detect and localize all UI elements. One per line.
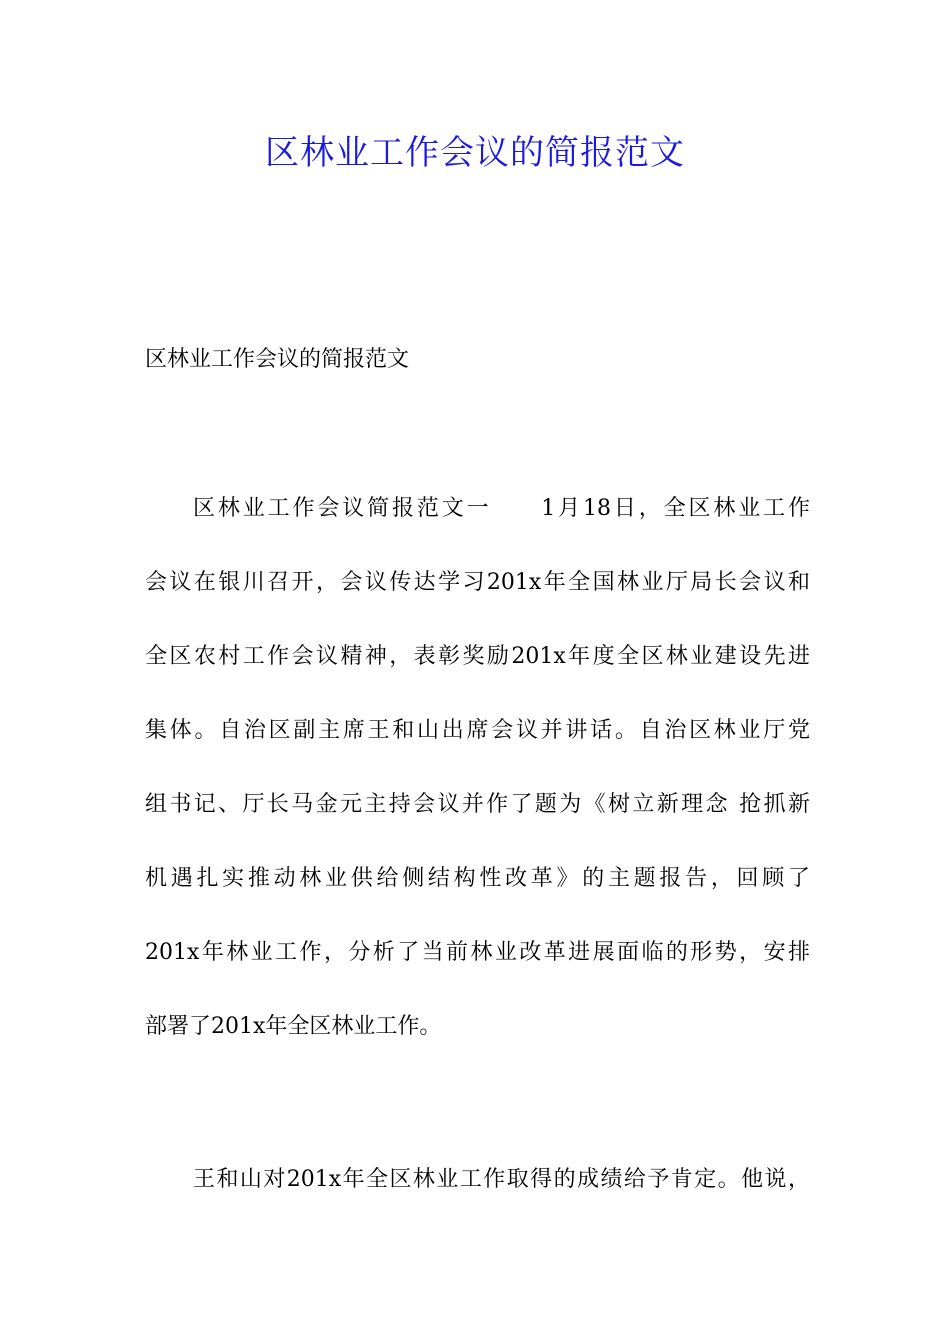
- paragraph-line: 机遇扎实推动林业供给侧结构性改革》的主题报告，回顾了: [145, 866, 810, 891]
- paragraph-line: 集体。自治区副主席王和山出席会议并讲话。自治区林业厅党: [145, 718, 810, 743]
- paragraph-line: 全区农村工作会议精神，表彰奖励201x年度全区林业建设先进: [145, 644, 810, 669]
- paragraph-1: [145, 472, 810, 1064]
- paragraph-line: 会议在银川召开，会议传达学习201x年全国林业厅局长会议和: [145, 570, 810, 595]
- document-title: 区林业工作会议的简报范文: [265, 133, 685, 173]
- paragraph-line: 组书记、厅长马金元主持会议并作了题为《树立新理念 抢抓新: [145, 792, 810, 817]
- paragraph-2: [145, 1143, 810, 1217]
- document-subtitle: 区林业工作会议的简报范文: [145, 347, 410, 372]
- paragraph-line: 区林业工作会议简报范文一 1月18日，全区林业工作: [193, 496, 810, 521]
- paragraph-line: 部署了201x年全区林业工作。: [145, 1014, 442, 1039]
- paragraph-line: 201x年林业工作，分析了当前林业改革进展面临的形势，安排: [145, 940, 810, 965]
- paragraph-line: 王和山对201x年全区林业工作取得的成绩给予肯定。他说，: [193, 1167, 810, 1192]
